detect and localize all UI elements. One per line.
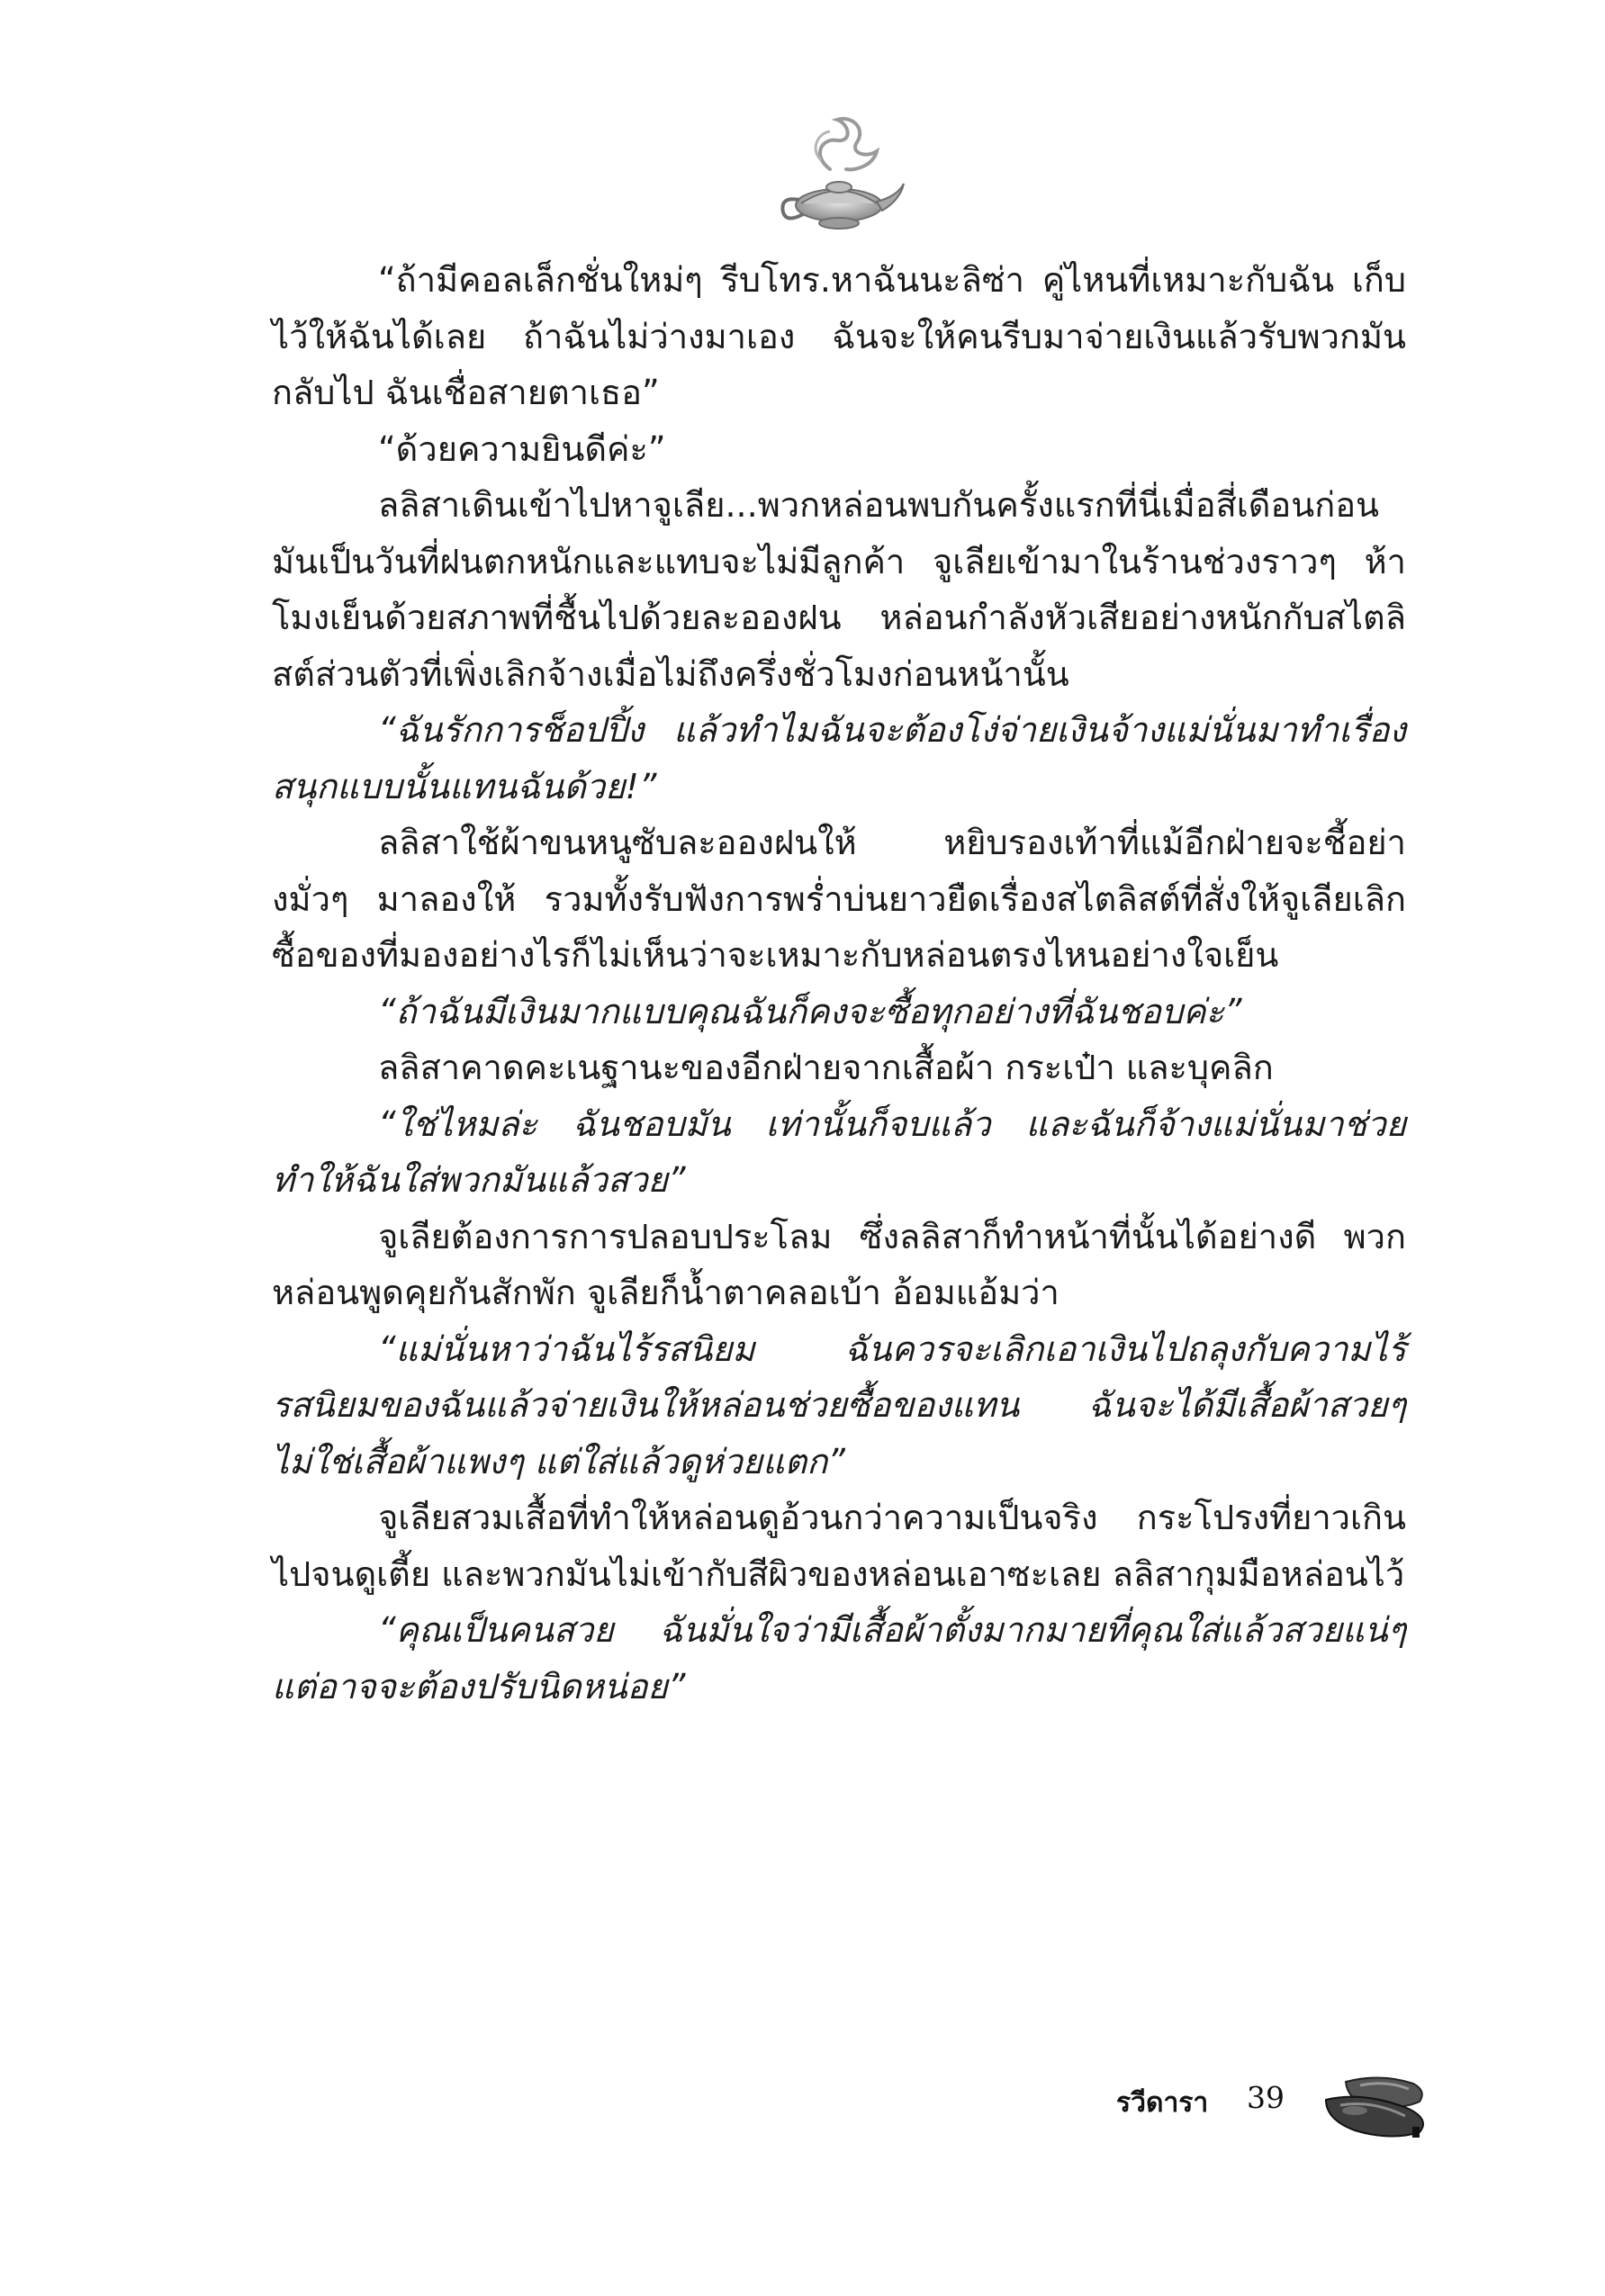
page-number: 39 <box>1247 2080 1285 2115</box>
paragraph: “ด้วยความยินดีค่ะ” <box>378 428 666 469</box>
paragraph: ลลิสาเดินเข้าไปหาจูเลีย...พวกหล่อนพบกันครั้งแรกที่นี่เมื่อสี่เดือนก่อน มันเป็นวันที่ฝนตกหนักและแทบจะไม่มีลูกค้า จูเลียเข้ามาในร้านช่วงราวๆ ห้าโมงเย็นด้วยสภาพที่ชื้นไปด้วยละอองฝน หล่อนกำลังหัวเสียอย่างหนักกับสไตลิสต์ส่วนตัวที่เพิ่งเลิกจ้างเมื่อไม่ถึงครึ่งชั่วโมงก่อนหน้านั้น <box>272 485 1406 694</box>
magic-lamp-icon <box>767 106 911 241</box>
paragraph: จูเลียสวมเสื้อที่ทำให้หล่อนดูอ้วนกว่าความเป็นจริง กระโปรงที่ยาวเกินไปจนดูเตี้ย และพวกมันไม่เข้ากับสีผิวของหล่อนเอาซะเลย ลลิสากุมมือหล่อนไว้ <box>272 1498 1406 1594</box>
paragraph: “ถ้ามีคอลเล็กชั่นใหม่ๆ รีบโทร.หาฉันนะลิซ่า คู่ไหนที่เหมาะกับฉัน เก็บไว้ให้ฉันได้เลย ถ้าฉันไม่ว่างมาเอง ฉันจะให้คนรีบมาจ่ายเงินแล้วรับพวกมันกลับไป ฉันเชื่อสายตาเธอ” <box>272 260 1406 412</box>
author-name: รวีดารา <box>1116 2087 1209 2119</box>
paragraph-dialogue: “ฉันรักการช็อปปิ้ง แล้วทำไมฉันจะต้องโง่จ่ายเงินจ้างแม่นั่นมาทำเรื่องสนุกแบบนั้นแทนฉันด้วย!” <box>272 710 1406 806</box>
paragraph: ลลิสาใช้ผ้าขนหนูซับละอองฝนให้ หยิบรองเท้าที่แม้อีกฝ่ายจะชี้อย่างมั่วๆ มาลองให้ รวมทั้งรับฟังการพร่ำบ่นยาวยืดเรื่องสไตลิสต์ที่สั่งให้จูเลียเลิกซื้อของที่มองอย่างไรก็ไม่เห็นว่าจะเหมาะกับหล่อนตรงไหนอย่างใจเย็น <box>272 823 1406 975</box>
paragraph: ลลิสาคาดคะเนฐานะของอีกฝ่ายจากเสื้อผ้า กระเป๋า และบุคลิก <box>378 1048 1274 1087</box>
page-footer <box>1080 2064 1458 2145</box>
story-text <box>272 252 1406 1715</box>
paragraph-dialogue: “ใช่ไหมล่ะ ฉันชอบมัน เท่านั้นก็จบแล้ว และฉันก็จ้างแม่นั่นมาช่วยทำให้ฉันใส่พวกมันแล้วสวย” <box>272 1103 1406 1200</box>
paragraph: จูเลียต้องการการปลอบประโลม ซึ่งลลิสาก็ทำหน้าที่นั้นได้อย่างดี พวกหล่อนพูดคุยกันสักพัก จูเลียก็น้ำตาคลอเบ้า อ้อมแอ้มว่า <box>272 1216 1406 1312</box>
paragraph-dialogue: “แม่นั่นหาว่าฉันไร้รสนิยม ฉันควรจะเลิกเอาเงินไปถลุงกับความไร้รสนิยมของฉันแล้วจ่ายเงินให้หล่อนช่วยซื้อของแทน ฉันจะได้มีเสื้อผ้าสวยๆ ไม่ใช่เสื้อผ้าแพงๆ แต่ใส่แล้วดูห่วยแตก” <box>272 1328 1406 1481</box>
paragraph-dialogue: “ถ้าฉันมีเงินมากแบบคุณฉันก็คงจะซื้อทุกอย่างที่ฉันชอบค่ะ” <box>378 991 1242 1031</box>
shoes-icon <box>1319 2064 1436 2145</box>
paragraph-dialogue: “คุณเป็นคนสวย ฉันมั่นใจว่ามีเสื้อผ้าตั้งมากมายที่คุณใส่แล้วสวยแน่ๆ แต่อาจจะต้องปรับนิดหน่อย” <box>272 1610 1406 1706</box>
